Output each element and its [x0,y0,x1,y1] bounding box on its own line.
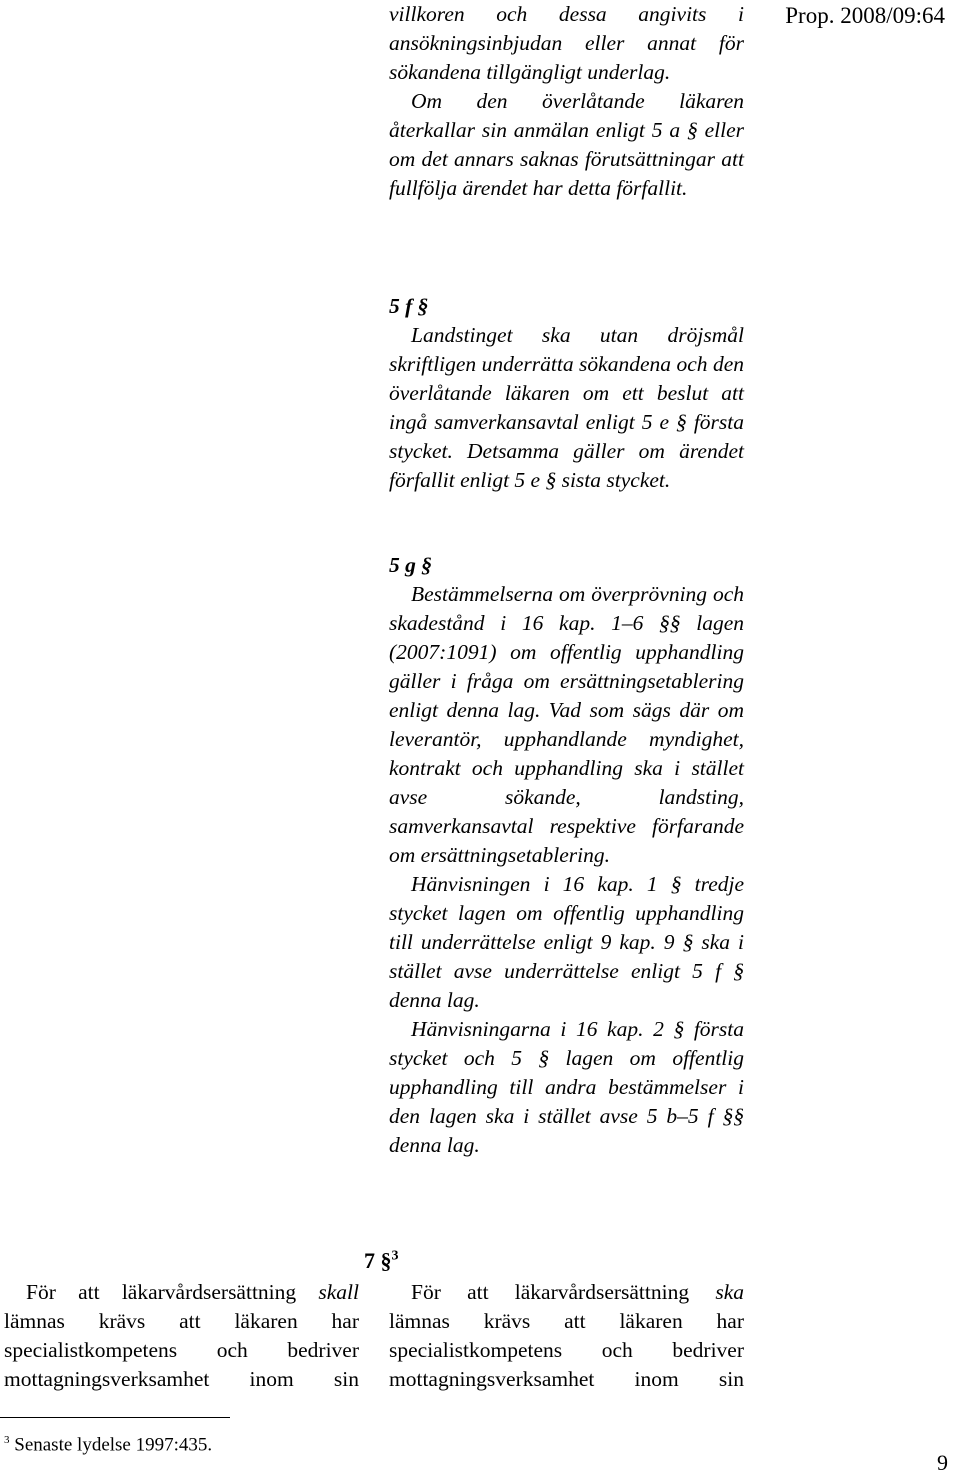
proposed-wording-column [389,1278,744,1394]
paragraph: För att läkarvårdsersättning skall lämnas krävs att läkaren har specialistkompetens och bedriver mottagningsverksamhet inom sin [4,1280,359,1391]
footnote-divider [0,1417,230,1418]
changed-word: skall [318,1280,359,1304]
paragraph: Bestämmelserna om överprövning och skadestånd i 16 kap. 1–6 §§ lagen (2007:1091) om offentlig upphandling gäller i fråga om ersättningsetablering enligt denna lag. Vad som sägs där om leverantör, upphandlande myndighet, kontrakt och upphandling ska i stället avse sökande, landsting, samverkansavtal respektive förfarande om ersättningsetablering. [389,582,744,867]
current-wording-column [4,1278,359,1394]
footnote [4,1434,212,1456]
section-7-heading [364,1248,399,1274]
paragraph: Hänvisningen i 16 kap. 1 § tredje stycket lagen om offentlig upphandling till underrättelse enligt 9 kap. 9 § ska i stället avse underrättelse enligt 5 f § denna lag. [389,872,744,1012]
section-heading: 5 f § [389,294,429,318]
paragraph: För att läkarvårdsersättning ska lämnas krävs att läkaren har specialistkompetens och bedriver mottagningsverksamhet inom sin [389,1280,744,1391]
section-5g [389,551,744,1160]
prop-reference: Prop. 2008/09:64 [785,3,945,28]
continued-text-block [389,0,744,203]
paragraph: villkoren och dessa angivits i ansökningsinbjudan eller annat för sökandena tillgängligt underlag. [389,2,744,84]
footnote-marker: 3 [4,1434,10,1446]
paragraph: Om den överlåtande läkaren återkallar sin anmälan enligt 5 a § eller om det annars saknas förutsättningar att fullfölja ärendet har detta förfallit. [389,89,744,200]
footnote-text: Senaste lydelse 1997:435. [9,1434,213,1456]
section-heading: 7 § [364,1248,392,1273]
paragraph: Hänvisningarna i 16 kap. 2 § första stycket och 5 § lagen om offentlig upphandling till andra bestämmelser i den lagen ska i stället avse 5 b–5 f §§ denna lag. [389,1017,744,1157]
paragraph: Landstinget ska utan dröjsmål skriftligen underrätta sökandena och den överlåtande läkaren om ett beslut att ingå samverkansavtal enligt 5 e § första stycket. Detsamma gäller om ärendet förfallit enligt 5 e § sista stycket. [389,323,744,492]
footnote-reference: 3 [391,1248,399,1264]
section-5f [389,292,744,495]
page-number: 9 [937,1450,948,1475]
section-heading: 5 g § [389,553,432,577]
changed-word: ska [715,1280,744,1304]
